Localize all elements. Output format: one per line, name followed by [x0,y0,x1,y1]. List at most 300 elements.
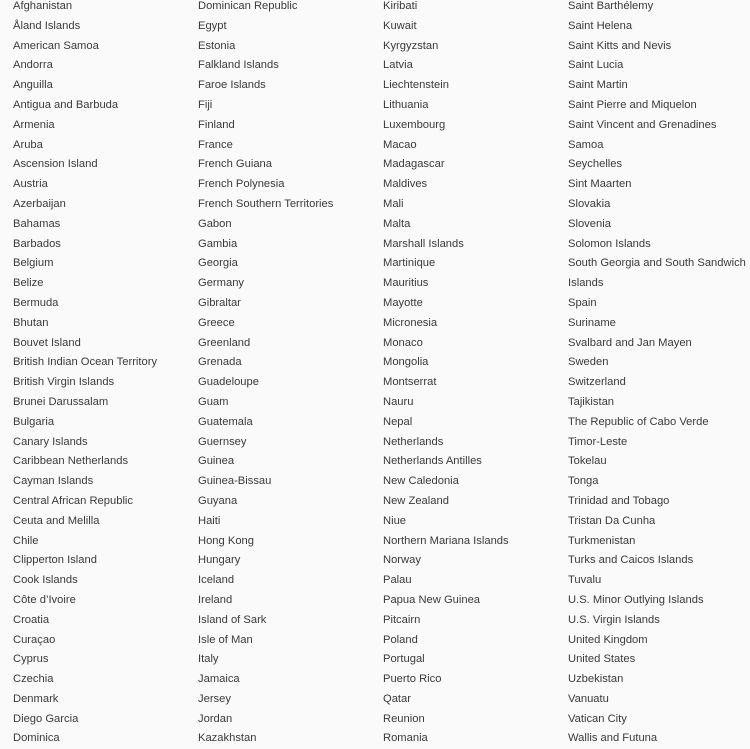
country-item [568,334,750,354]
country-link[interactable]: Solomon Islands [568,237,651,250]
country-link[interactable]: Georgia [198,257,238,270]
country-item [13,710,185,730]
country-link[interactable]: France [198,138,233,151]
country-link[interactable]: Romania [383,732,428,745]
country-item [383,17,555,37]
country-item [383,353,555,373]
country-item [568,670,750,690]
country-link[interactable]: Saint Kitts and Nevis [568,39,672,52]
country-link[interactable]: Hong Kong [198,534,254,547]
country-item [13,294,185,314]
country-link[interactable]: Iceland [198,574,235,587]
country-link[interactable]: Dominican Republic [198,0,298,12]
country-link[interactable]: Vatican City [568,712,627,725]
country-item [198,314,370,334]
country-link[interactable]: Samoa [568,138,604,151]
country-link[interactable]: Belgium [13,257,54,270]
country-link[interactable]: Guadeloupe [198,376,259,389]
country-link[interactable]: Falkland Islands [198,59,279,72]
country-item [568,729,750,749]
country-item [568,492,750,512]
country-link[interactable]: Central African Republic [13,494,134,507]
country-link[interactable]: Azerbaijan [13,197,66,210]
country-item [568,532,750,552]
country-item [13,512,185,532]
country-link[interactable]: Norway [383,554,421,567]
country-link[interactable]: Maldives [383,178,428,191]
country-item [568,373,750,393]
country-link[interactable]: Seychelles [568,158,623,171]
country-link[interactable]: Saint Lucia [568,59,624,72]
country-item [198,373,370,393]
country-item [198,413,370,433]
country-link[interactable]: Northern Mariana Islands [383,534,509,547]
country-link[interactable]: Suriname [568,316,616,329]
country-item [383,551,555,571]
country-link[interactable]: Tokelau [568,455,607,468]
country-item [568,452,750,472]
country-link[interactable]: Guyana [198,494,238,507]
country-link[interactable]: French Guiana [198,158,273,171]
country-item [13,433,185,453]
country-item [198,0,370,17]
country-item [198,472,370,492]
country-link[interactable]: French Polynesia [198,178,285,191]
country-item [383,532,555,552]
country-link[interactable]: The Republic of Cabo Verde [568,415,709,428]
country-item [383,314,555,334]
country-link[interactable]: Côte d’Ivoire [13,593,76,606]
country-item [383,0,555,17]
country-link[interactable]: Andorra [13,59,53,72]
country-list [383,0,555,749]
country-item [383,254,555,274]
country-link[interactable]: Pitcairn [383,613,421,626]
country-link[interactable]: Cook Islands [13,574,78,587]
country-link[interactable]: Timor-Leste [568,435,628,448]
country-link[interactable]: Greenland [198,336,251,349]
country-item [383,155,555,175]
country-item [198,294,370,314]
country-link[interactable]: Croatia [13,613,50,626]
country-item [198,729,370,749]
country-link[interactable]: Guam [198,395,229,408]
country-item [383,591,555,611]
country-link[interactable]: Slovakia [568,197,611,210]
country-link[interactable]: Jamaica [198,673,240,686]
country-link[interactable]: Tonga [568,475,599,488]
country-link[interactable]: Armenia [13,118,55,131]
country-link[interactable]: Barbados [13,237,61,250]
country-item [568,136,750,156]
country-link[interactable]: British Virgin Islands [13,376,115,389]
country-item [13,532,185,552]
country-link[interactable]: Anguilla [13,79,53,92]
country-link[interactable]: Wallis and Futuna [568,732,658,745]
country-link[interactable]: New Caledonia [383,475,459,488]
country-item [383,294,555,314]
country-link[interactable]: Saint Pierre and Miquelon [568,98,697,111]
country-link[interactable]: Trinidad and Tobago [568,494,670,507]
country-link[interactable]: Lithuania [383,98,429,111]
country-link[interactable]: Faroe Islands [198,79,266,92]
country-link[interactable]: Chile [13,534,39,547]
country-item [13,136,185,156]
country-item [568,274,750,294]
country-link[interactable]: Mauritius [383,277,429,290]
country-link[interactable]: Palau [383,574,412,587]
country-item [13,56,185,76]
country-link[interactable]: Czechia [13,673,54,686]
country-item [13,17,185,37]
country-item [13,116,185,136]
country-item [383,492,555,512]
country-link[interactable]: Reunion [383,712,425,725]
country-item [198,76,370,96]
country-link[interactable]: Clipperton Island [13,554,97,567]
country-item [568,155,750,175]
country-item [13,353,185,373]
country-link[interactable]: Cyprus [13,653,49,666]
country-item [13,452,185,472]
country-link[interactable]: Turks and Caicos Islands [568,554,694,567]
country-item [198,591,370,611]
country-item [383,175,555,195]
country-item [568,116,750,136]
country-link[interactable]: Finland [198,118,235,131]
country-link[interactable]: Estonia [198,39,236,52]
country-item [383,650,555,670]
country-link[interactable]: Bouvet Island [13,336,81,349]
country-link[interactable]: Isle of Man [198,633,253,646]
country-link[interactable]: Martinique [383,257,436,270]
country-item [13,96,185,116]
country-item [198,254,370,274]
country-link[interactable]: Kiribati [383,0,418,12]
country-item [568,17,750,37]
country-item [13,413,185,433]
country-column-3 [370,0,555,744]
country-item [13,472,185,492]
country-link[interactable]: Nauru [383,395,414,408]
country-link[interactable]: Saint Vincent and Grenadines [568,118,717,131]
country-column-1 [0,0,185,744]
country-link[interactable]: Gambia [198,237,238,250]
country-item [568,76,750,96]
country-link[interactable]: Puerto Rico [383,673,442,686]
country-item [13,175,185,195]
country-item [383,670,555,690]
country-item [198,274,370,294]
country-item [383,334,555,354]
country-item [383,136,555,156]
country-link[interactable]: Tristan Da Cunha [568,514,656,527]
country-link[interactable]: Greece [198,316,235,329]
country-item [568,294,750,314]
country-link[interactable]: Madagascar [383,158,445,171]
country-link[interactable]: Islands [568,277,604,290]
country-link[interactable]: Nepal [383,415,413,428]
country-link[interactable]: Island of Sark [198,613,267,626]
country-link[interactable]: New Zealand [383,494,449,507]
country-item [198,393,370,413]
country-item [198,551,370,571]
country-item [568,235,750,255]
country-item [198,433,370,453]
country-item [383,433,555,453]
country-item [383,452,555,472]
country-link[interactable]: Tuvalu [568,574,602,587]
country-item [198,116,370,136]
country-item [13,492,185,512]
country-item [198,175,370,195]
country-link[interactable]: Egypt [198,19,227,32]
country-link[interactable]: Micronesia [383,316,438,329]
country-link[interactable]: Kyrgyzstan [383,39,439,52]
country-link[interactable]: Guatemala [198,415,253,428]
country-item [13,690,185,710]
country-item [568,650,750,670]
country-link[interactable]: Gabon [198,217,232,230]
country-item [198,611,370,631]
country-link[interactable]: Mayotte [383,296,423,309]
country-link[interactable]: Kazakhstan [198,732,257,745]
country-item [198,571,370,591]
country-item [383,512,555,532]
country-link[interactable]: American Samoa [13,39,99,52]
country-item [568,611,750,631]
country-item [383,729,555,749]
country-link[interactable]: Bermuda [13,296,59,309]
country-item [383,76,555,96]
country-item [198,17,370,37]
country-item [198,492,370,512]
country-link[interactable]: Curaçao [13,633,56,646]
country-item [13,155,185,175]
country-item [198,136,370,156]
country-link[interactable]: Grenada [198,356,242,369]
country-link[interactable]: Austria [13,178,48,191]
country-item [198,650,370,670]
country-link[interactable]: Aruba [13,138,43,151]
country-link[interactable]: Latvia [383,59,413,72]
country-link[interactable]: Bahamas [13,217,61,230]
country-item [383,195,555,215]
country-item [383,393,555,413]
country-link[interactable]: Macao [383,138,417,151]
country-link[interactable]: Spain [568,296,597,309]
country-link[interactable]: Mongolia [383,356,429,369]
country-link[interactable]: Guernsey [198,435,247,448]
country-link[interactable]: Diego Garcia [13,712,79,725]
country-link[interactable]: Haiti [198,514,221,527]
country-item [198,353,370,373]
country-link[interactable]: Luxembourg [383,118,446,131]
country-link[interactable]: Malta [383,217,411,230]
country-item [198,670,370,690]
country-item [568,314,750,334]
country-link[interactable]: Germany [198,277,245,290]
country-item [13,393,185,413]
country-item [198,235,370,255]
country-item [13,0,185,17]
country-link[interactable]: Saint Barthélemy [568,0,654,12]
country-link[interactable]: Ascension Island [13,158,98,171]
country-link[interactable]: Belize [13,277,44,290]
country-item [13,334,185,354]
country-link[interactable]: Svalbard and Jan Mayen [568,336,692,349]
country-link[interactable]: Jersey [198,692,231,705]
country-link[interactable]: Poland [383,633,418,646]
country-link[interactable]: Hungary [198,554,241,567]
country-item [568,56,750,76]
country-item [568,37,750,57]
country-link[interactable]: U.S. Virgin Islands [568,613,660,626]
country-link[interactable]: Denmark [13,692,59,705]
country-item [383,611,555,631]
country-item [383,116,555,136]
country-link[interactable]: Afghanistan [13,0,73,12]
country-link[interactable]: Bulgaria [13,415,55,428]
country-item [568,393,750,413]
country-link[interactable]: Italy [198,653,219,666]
country-item [13,373,185,393]
country-link[interactable]: Niue [383,514,407,527]
country-item [13,631,185,651]
country-link[interactable]: British Indian Ocean Territory [13,356,158,369]
country-item [13,571,185,591]
country-link[interactable]: United Kingdom [568,633,648,646]
country-item [198,334,370,354]
country-link[interactable]: French Southern Territories [198,197,334,210]
country-link[interactable]: South Georgia and South Sandwich [568,257,746,270]
country-link[interactable]: Qatar [383,692,411,705]
country-link[interactable]: Antigua and Barbuda [13,98,119,111]
country-link[interactable]: Monaco [383,336,423,349]
country-item [383,571,555,591]
country-item [568,551,750,571]
country-item [13,215,185,235]
country-link[interactable]: Guinea [198,455,235,468]
country-item [383,96,555,116]
country-link[interactable]: Kuwait [383,19,417,32]
country-link[interactable]: Caribbean Netherlands [13,455,129,468]
country-item [198,532,370,552]
country-item [198,710,370,730]
country-item [568,571,750,591]
country-link[interactable]: United States [568,653,636,666]
country-link[interactable]: Bhutan [13,316,49,329]
country-link[interactable]: Switzerland [568,376,626,389]
country-item [383,235,555,255]
country-link[interactable]: Brunei Darussalam [13,395,109,408]
country-item [198,155,370,175]
country-link[interactable]: Sint Maarten [568,178,632,191]
country-item [13,611,185,631]
country-item [198,96,370,116]
country-link[interactable]: Liechtenstein [383,79,449,92]
country-item [568,690,750,710]
country-link[interactable]: Gibraltar [198,296,241,309]
country-item [568,631,750,651]
country-item [568,254,750,274]
country-list [568,0,750,749]
country-item [13,254,185,274]
country-item [568,175,750,195]
country-item [13,274,185,294]
country-link[interactable]: Jordan [198,712,233,725]
country-item [383,472,555,492]
country-item [383,274,555,294]
country-link[interactable]: Papua New Guinea [383,593,481,606]
country-item [568,512,750,532]
country-item [568,195,750,215]
country-link[interactable]: Marshall Islands [383,237,464,250]
country-item [13,551,185,571]
country-item [13,591,185,611]
country-item [13,670,185,690]
country-item [383,37,555,57]
country-link[interactable]: Canary Islands [13,435,88,448]
country-item [13,729,185,749]
country-link[interactable]: Vanuatu [568,692,609,705]
country-link[interactable]: Saint Helena [568,19,633,32]
country-link[interactable]: Saint Martin [568,79,628,92]
country-item [383,373,555,393]
country-link[interactable]: Netherlands [383,435,444,448]
country-link[interactable]: Fiji [198,98,213,111]
country-item [13,76,185,96]
country-link[interactable]: Dominica [13,732,60,745]
country-link[interactable]: Ireland [198,593,233,606]
country-item [198,452,370,472]
country-link[interactable]: Uzbekistan [568,673,624,686]
country-item [198,37,370,57]
country-column-2 [185,0,370,744]
country-item [568,413,750,433]
country-item [198,195,370,215]
country-item [13,235,185,255]
country-link[interactable]: U.S. Minor Outlying Islands [568,593,704,606]
country-link[interactable]: Åland Islands [13,19,81,32]
country-link[interactable]: Sweden [568,356,609,369]
country-link[interactable]: Ceuta and Melilla [13,514,100,527]
country-link[interactable]: Mali [383,197,404,210]
country-item [568,353,750,373]
country-link[interactable]: Guinea-Bissau [198,475,272,488]
country-item [13,195,185,215]
country-link[interactable]: Tajikistan [568,395,615,408]
country-item [383,215,555,235]
country-item [198,215,370,235]
country-item [13,37,185,57]
country-item [198,690,370,710]
country-item [198,631,370,651]
country-link[interactable]: Netherlands Antilles [383,455,482,468]
country-item [568,0,750,17]
country-column-4 [555,0,750,744]
country-item [568,215,750,235]
country-link[interactable]: Portugal [383,653,425,666]
country-item [568,433,750,453]
country-item [383,631,555,651]
country-list [13,0,185,749]
country-link[interactable]: Turkmenistan [568,534,636,547]
country-item [383,710,555,730]
country-link[interactable]: Slovenia [568,217,611,230]
country-link[interactable]: Montserrat [383,376,437,389]
country-link[interactable]: Cayman Islands [13,475,94,488]
